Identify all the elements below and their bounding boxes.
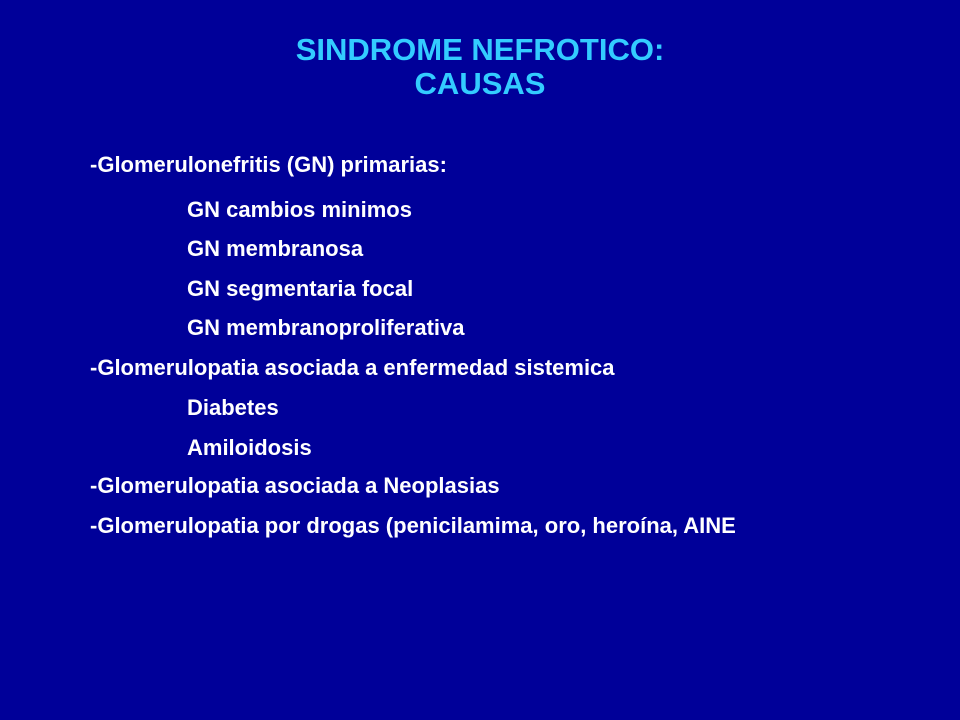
slide-title [0, 33, 960, 101]
slide-title-line-1: SINDROME NEFROTICO: [295, 32, 665, 67]
bullet-item-drogas: -Glomerulopatia por drogas (penicilamima, oro, heroína, AINE [90, 513, 736, 538]
sub-item-gn-cambios-minimos: GN cambios minimos [187, 197, 412, 222]
bullet-item-enfermedad-sistemica: -Glomerulopatia asociada a enfermedad sistemica [90, 355, 615, 380]
sub-item-gn-segmentaria-focal: GN segmentaria focal [187, 276, 414, 301]
bullet-item-gn-primarias: -Glomerulonefritis (GN) primarias: [90, 152, 447, 177]
bullet-item-neoplasias: -Glomerulopatia asociada a Neoplasias [90, 473, 500, 498]
sub-item-amiloidosis: Amiloidosis [187, 435, 312, 460]
sub-item-gn-membranosa: GN membranosa [187, 236, 364, 261]
slide-title-line-2: CAUSAS [414, 66, 546, 101]
sub-item-gn-membranoproliferativa: GN membranoproliferativa [187, 315, 465, 340]
sub-item-diabetes: Diabetes [187, 395, 279, 420]
